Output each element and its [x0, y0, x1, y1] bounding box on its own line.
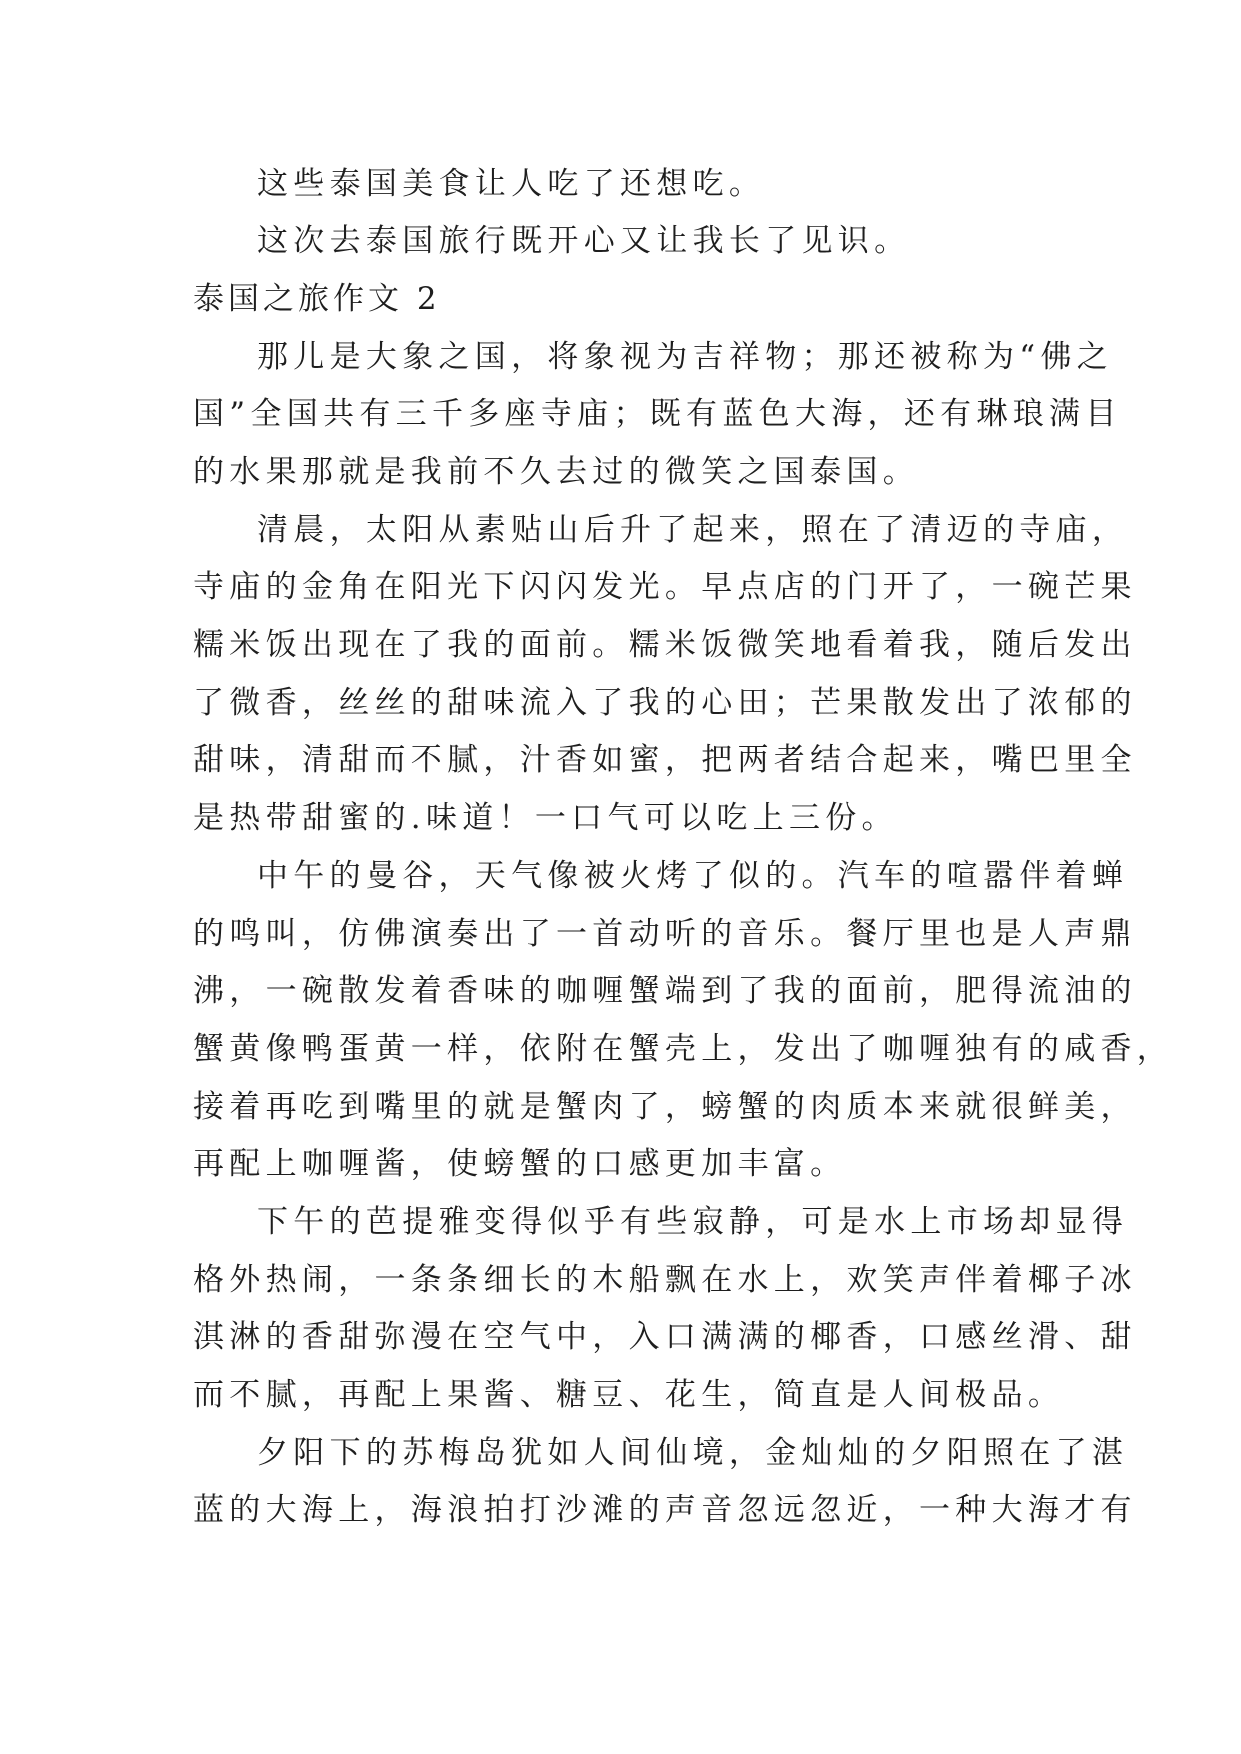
- paragraph-line: 国”全国共有三千多座寺庙；既有蓝色大海，还有琳琅满目: [193, 396, 1122, 432]
- paragraph-line: 夕阳下的苏梅岛犹如人间仙境，金灿灿的夕阳照在了湛: [257, 1435, 1129, 1471]
- paragraph-line: 格外热闹，一条条细长的木船飘在水上，欢笑声伴着椰子冰: [193, 1262, 1137, 1298]
- paragraph-line: 的鸣叫，仿佛演奏出了一首动听的音乐。餐厅里也是人声鼎: [193, 916, 1137, 952]
- paragraph-line: 沸，一碗散发着香味的咖喱蟹端到了我的面前，肥得流油的: [193, 973, 1137, 1009]
- paragraph-line: 再配上咖喱酱，使螃蟹的口感更加丰富。: [193, 1146, 847, 1182]
- paragraph-line: 那儿是大象之国，将象视为吉祥物；那还被称为“佛之: [257, 339, 1114, 375]
- paragraph-line: 蓝的大海上，海浪拍打沙滩的声音忽远忽近，一种大海才有: [193, 1492, 1137, 1528]
- paragraph-line: 中午的曼谷，天气像被火烤了似的。汽车的喧嚣伴着蝉: [257, 858, 1129, 894]
- paragraph-line: 这次去泰国旅行既开心又让我长了见识。: [257, 223, 911, 259]
- paragraph-line: 寺庙的金角在阳光下闪闪发光。早点店的门开了，一碗芒果: [193, 569, 1137, 605]
- paragraph-line: 糯米饭出现在了我的面前。糯米饭微笑地看着我，随后发出: [193, 627, 1137, 663]
- paragraph-line: 甜味，清甜而不腻，汁香如蜜，把两者结合起来，嘴巴里全: [193, 742, 1137, 778]
- paragraph-line: 这些泰国美食让人吃了还想吃。: [257, 166, 766, 202]
- paragraph-line: 蟹黄像鸭蛋黄一样，依附在蟹壳上，发出了咖喱独有的咸香，: [193, 1031, 1174, 1067]
- paragraph-line: 接着再吃到嘴里的就是蟹肉了，螃蟹的肉质本来就很鲜美，: [193, 1089, 1137, 1125]
- section-heading: 泰国之旅作文 2: [193, 281, 441, 317]
- paragraph-line: 淇淋的香甜弥漫在空气中，入口满满的椰香，口感丝滑、甜: [193, 1319, 1137, 1355]
- paragraph-line: 清晨，太阳从素贴山后升了起来，照在了清迈的寺庙，: [257, 512, 1129, 548]
- paragraph-line: 的水果那就是我前不久去过的微笑之国泰国。: [193, 454, 919, 490]
- paragraph-line: 是热带甜蜜的.味道！一口气可以吃上三份。: [193, 800, 898, 836]
- paragraph-line: 下午的芭提雅变得似乎有些寂静，可是水上市场却显得: [257, 1204, 1129, 1240]
- paragraph-line: 而不腻，再配上果酱、糖豆、花生，简直是人间极品。: [193, 1377, 1065, 1413]
- paragraph-line: 了微香，丝丝的甜味流入了我的心田；芒果散发出了浓郁的: [193, 685, 1137, 721]
